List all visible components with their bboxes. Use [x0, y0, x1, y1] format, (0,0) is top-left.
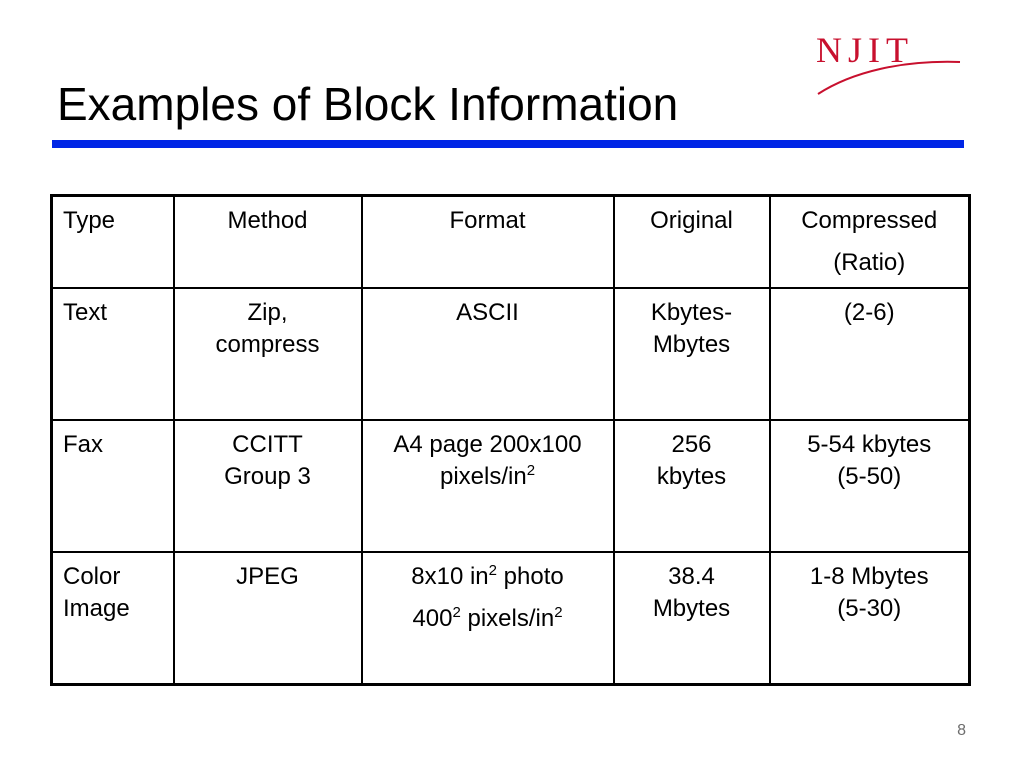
- cell-text: photo: [497, 563, 564, 590]
- slide-title: Examples of Block Information: [57, 78, 679, 130]
- cell-line: A4 page 200x100: [393, 431, 582, 458]
- cell-line: 38.4: [668, 563, 715, 590]
- cell-original: [614, 420, 770, 552]
- logo-text: NJIT: [816, 30, 914, 70]
- cell-text: pixels/in: [460, 605, 555, 632]
- superscript: 2: [452, 604, 461, 621]
- cell-original: [614, 552, 770, 684]
- cell-compressed: [770, 420, 970, 552]
- header-cell: Format: [362, 196, 614, 289]
- superscript: 2: [488, 562, 497, 579]
- cell-type: [52, 552, 174, 684]
- cell-line: 256: [671, 431, 712, 458]
- table-row: [52, 552, 970, 684]
- cell-type: Fax: [52, 420, 174, 552]
- superscript: 2: [554, 604, 563, 621]
- cell-method: [174, 420, 362, 552]
- cell-line: JPEG: [236, 563, 299, 590]
- cell-line: 5-54 kbytes: [807, 431, 932, 458]
- cell-format: [362, 552, 614, 684]
- block-information-table: [50, 194, 971, 686]
- title-underline: [52, 140, 964, 148]
- cell-format: [362, 420, 614, 552]
- cell-line: 1-8 Mbytes: [809, 563, 929, 590]
- cell-line: Mbytes: [652, 595, 731, 622]
- header-cell: [770, 196, 970, 289]
- superscript: 2: [526, 462, 536, 479]
- cell-format: [362, 288, 614, 420]
- cell-text: pixels/in: [439, 463, 527, 490]
- cell-line: kbytes: [656, 463, 727, 490]
- cell-line: (5-30): [837, 595, 902, 622]
- cell-type: Text: [52, 288, 174, 420]
- table-row: [52, 420, 970, 552]
- cell-compressed: [770, 552, 970, 684]
- cell-line: [369, 603, 607, 635]
- cell-method: [174, 288, 362, 420]
- cell-compressed: [770, 288, 970, 420]
- cell-text: 400: [412, 605, 453, 632]
- cell-line: Mbytes: [652, 331, 731, 358]
- cell-line: compress: [215, 331, 320, 358]
- header-cell: Method: [174, 196, 362, 289]
- header-cell-ratio: (Ratio): [833, 249, 906, 276]
- cell-line: CCITT: [232, 431, 303, 458]
- table-header-row: [52, 196, 970, 289]
- cell-line: [369, 561, 607, 593]
- cell-line: Kbytes-: [650, 299, 733, 326]
- cell-line: Color: [63, 563, 121, 590]
- njit-logo: [812, 26, 964, 98]
- cell-line: Image: [63, 595, 130, 622]
- cell-line: [369, 461, 607, 493]
- header-cell: Type: [52, 196, 174, 289]
- cell-line: (2-6): [843, 299, 895, 326]
- cell-line: (5-50): [837, 463, 902, 490]
- cell-line: ASCII: [456, 299, 519, 326]
- page-number: 8: [957, 722, 966, 739]
- cell-original: [614, 288, 770, 420]
- cell-text: 8x10 in: [411, 563, 489, 590]
- cell-line: Zip,: [247, 299, 288, 326]
- header-cell: Original: [614, 196, 770, 289]
- header-cell-text: Compressed: [801, 207, 938, 234]
- cell-line: Group 3: [224, 463, 311, 490]
- cell-method: [174, 552, 362, 684]
- table-row: [52, 288, 970, 420]
